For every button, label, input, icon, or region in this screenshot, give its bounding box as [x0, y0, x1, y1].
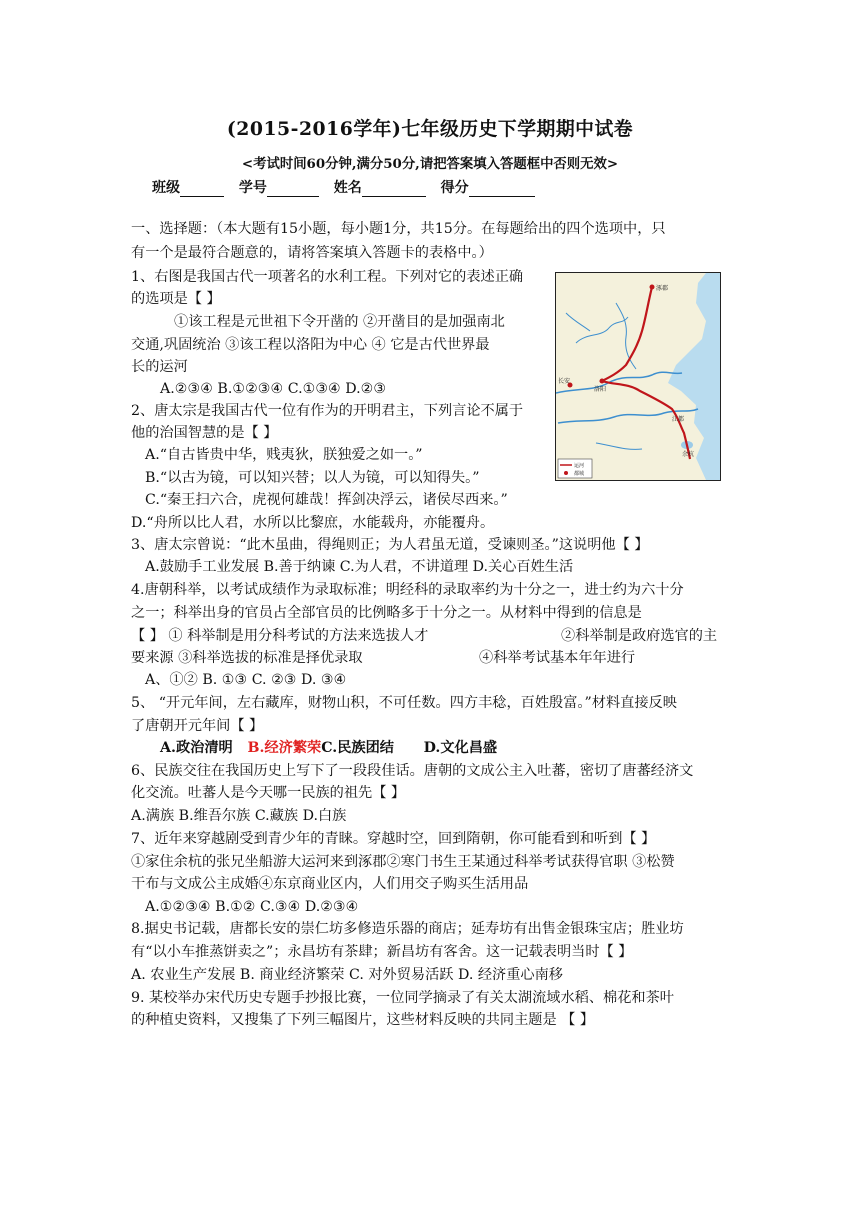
- question-4-statement: ②科举制是政府选官的主: [561, 628, 718, 644]
- question-2-option-d: D.“舟所以比人君，水所以比黎庶，水能载舟，亦能覆舟。: [131, 515, 495, 531]
- label-changan: 长安: [558, 378, 571, 385]
- question-9-stem: 的种植史资料，又搜集了下列三幅图片，这些材料反映的共同主题是 【 】: [131, 1012, 595, 1028]
- question-1-statements: 交通,巩固统治 ③该工程以洛阳为中心 ④ 它是古代世界最: [131, 337, 490, 353]
- label-jiangdu: 江都: [672, 416, 685, 423]
- question-2-stem: 他的治国智慧的是【 】: [131, 425, 278, 441]
- question-7-options: A.①②③④ B.①② C.③④ D.②③④: [145, 899, 359, 915]
- tributary: [596, 443, 642, 449]
- question-1-options: A.②③④ B.①②③④ C.①③④ D.②③: [160, 381, 387, 397]
- sea-area: [668, 273, 720, 480]
- question-6-options: A.满族 B.维吾尔族 C.藏族 D.白族: [131, 808, 347, 824]
- question-7-stem: 7、近年来穿越剧受到青少年的青睐。穿越时空，回到隋朝，你可能看到和听到【 】: [131, 831, 656, 847]
- question-8-options: A. 农业生产发展 B. 商业经济繁荣 C. 对外贸易活跃 D. 经济重心南移: [131, 967, 563, 983]
- class-label: 班级: [152, 180, 180, 196]
- question-1-statements: ①该工程是元世祖下令开凿的 ②开凿目的是加强南北: [174, 314, 505, 330]
- exam-instructions: <考试时间60分钟,满分50分,请把答案填入答题框中否则无效>: [241, 156, 619, 172]
- label-zhuojun: 涿郡: [656, 285, 669, 292]
- legend-capital: 都城: [574, 471, 585, 477]
- label-luoyang: 洛阳: [594, 386, 607, 393]
- tributary: [616, 303, 636, 369]
- question-2-stem: 2、唐太宗是我国古代一位有作为的开明君主，下列言论不属于: [131, 403, 524, 419]
- class-blank[interactable]: [180, 181, 224, 197]
- question-4-statement: 【 】 ① 科举制是用分科考试的方法来选拔人才: [131, 628, 429, 644]
- score-label: 得分: [440, 180, 469, 196]
- question-1-stem: 1、右图是我国古代一项著名的水利工程。下列对它的表述正确: [131, 269, 524, 285]
- question-5-option-b-answer: B.经济繁荣: [247, 740, 322, 756]
- question-8-stem: 有“以小车推蒸饼卖之”；永昌坊有茶肆；新昌坊有客舍。这一记载表明当时【 】: [131, 944, 633, 960]
- legend-capital-swatch: [564, 471, 568, 475]
- question-4-stem: 之一；科举出身的官员占全部官员的比例略多于十分之一。从材料中得到的信息是: [131, 605, 642, 621]
- question-5-stem: 5、 “开元年间，左右藏库，财物山积，不可任数。四方丰稔，百姓殷富。”材料直接反映: [131, 695, 677, 711]
- legend-canal: 运河: [574, 463, 585, 469]
- question-2-option-a: A.“自古皆贵中华，贱夷狄，朕独爱之如一。”: [145, 447, 423, 463]
- tributary: [576, 317, 628, 343]
- question-8-stem: 8.据史书记载，唐都长安的崇仁坊多修造乐器的商店；延寿坊有出售金银珠宝店；胜业坊: [131, 921, 684, 937]
- number-label: 学号: [238, 180, 267, 196]
- name-label: 姓名: [333, 180, 362, 196]
- question-1-statements: 长的运河: [131, 359, 188, 375]
- question-6-stem: 化交流。吐蕃人是今天哪一民族的祖先【 】: [131, 785, 406, 801]
- question-4-statement: 要来源 ③科举选拔的标准是择优录取: [131, 650, 363, 666]
- question-9-stem: 9. 某校举办宋代历史专题手抄报比赛，一位同学摘录了有关太湖流域水稻、棉花和茶叶: [131, 990, 674, 1006]
- question-7-statements: ①家住余杭的张兄坐船游大运河来到涿郡②寒门书生王某通过科举考试获得官职 ③松赞: [131, 854, 675, 870]
- question-5-option-a: A.政治清明: [160, 740, 233, 756]
- number-blank[interactable]: [267, 181, 319, 197]
- question-4-stem: 4.唐朝科举，以考试成绩作为录取标准；明经科的录取率约为十分之一，进士约为六十分: [131, 582, 684, 598]
- question-2-option-b: B.“以古为镜，可以知兴替；以人为镜，可以知得失。”: [145, 470, 480, 486]
- page-title: (2015-2016学年)七年级历史下学期期中试卷: [226, 118, 634, 140]
- question-1-stem: 的选项是【 】: [131, 291, 221, 307]
- section-intro: 一、选择题：（本大题有15小题，每小题1分，共15分。在每题给出的四个选项中，只: [131, 221, 666, 237]
- grand-canal-map: [555, 272, 721, 481]
- question-4-options: A、①② B. ①③ C. ②③ D. ③④: [145, 672, 347, 688]
- name-blank[interactable]: [362, 181, 426, 197]
- score-blank[interactable]: [469, 181, 535, 197]
- map-drawing: [556, 273, 720, 480]
- question-3-stem: 3、唐太宗曾说：“此木虽曲，得绳则正；为人君虽无道，受谏则圣。”这说明他【 】: [131, 537, 649, 553]
- student-info-line: [152, 177, 545, 197]
- question-5-option-d: D.文化昌盛: [423, 740, 498, 756]
- question-3-options: A.鼓励手工业发展 B.善于纳谏 C.为人君，不讲道理 D.关心百姓生活: [145, 559, 574, 575]
- tributary: [566, 313, 590, 331]
- capital-marker: [650, 285, 655, 290]
- question-5-options: [160, 737, 497, 759]
- yellow-river: [556, 372, 682, 393]
- capital-marker: [600, 379, 605, 384]
- question-7-statements: 干布与文成公主成婚④东京商业区内，人们用交子购买生活用品: [131, 876, 529, 892]
- label-yuhang: 余杭: [682, 451, 695, 458]
- section-intro: 有一个是最符合题意的，请将答案填入答题卡的表格中。）: [131, 245, 493, 261]
- question-2-option-c: C.“秦王扫六合，虎视何雄哉！挥剑决浮云，诸侯尽西来。”: [145, 492, 508, 508]
- question-6-stem: 6、民族交往在我国历史上写下了一段段佳话。唐朝的文成公主入吐蕃，密切了唐蕃经济文: [131, 763, 694, 779]
- question-4-statement: ④科举考试基本年年进行: [479, 650, 636, 666]
- question-5-option-c: C.民族团结: [321, 740, 394, 756]
- question-5-stem: 了唐朝开元年间【 】: [131, 718, 264, 734]
